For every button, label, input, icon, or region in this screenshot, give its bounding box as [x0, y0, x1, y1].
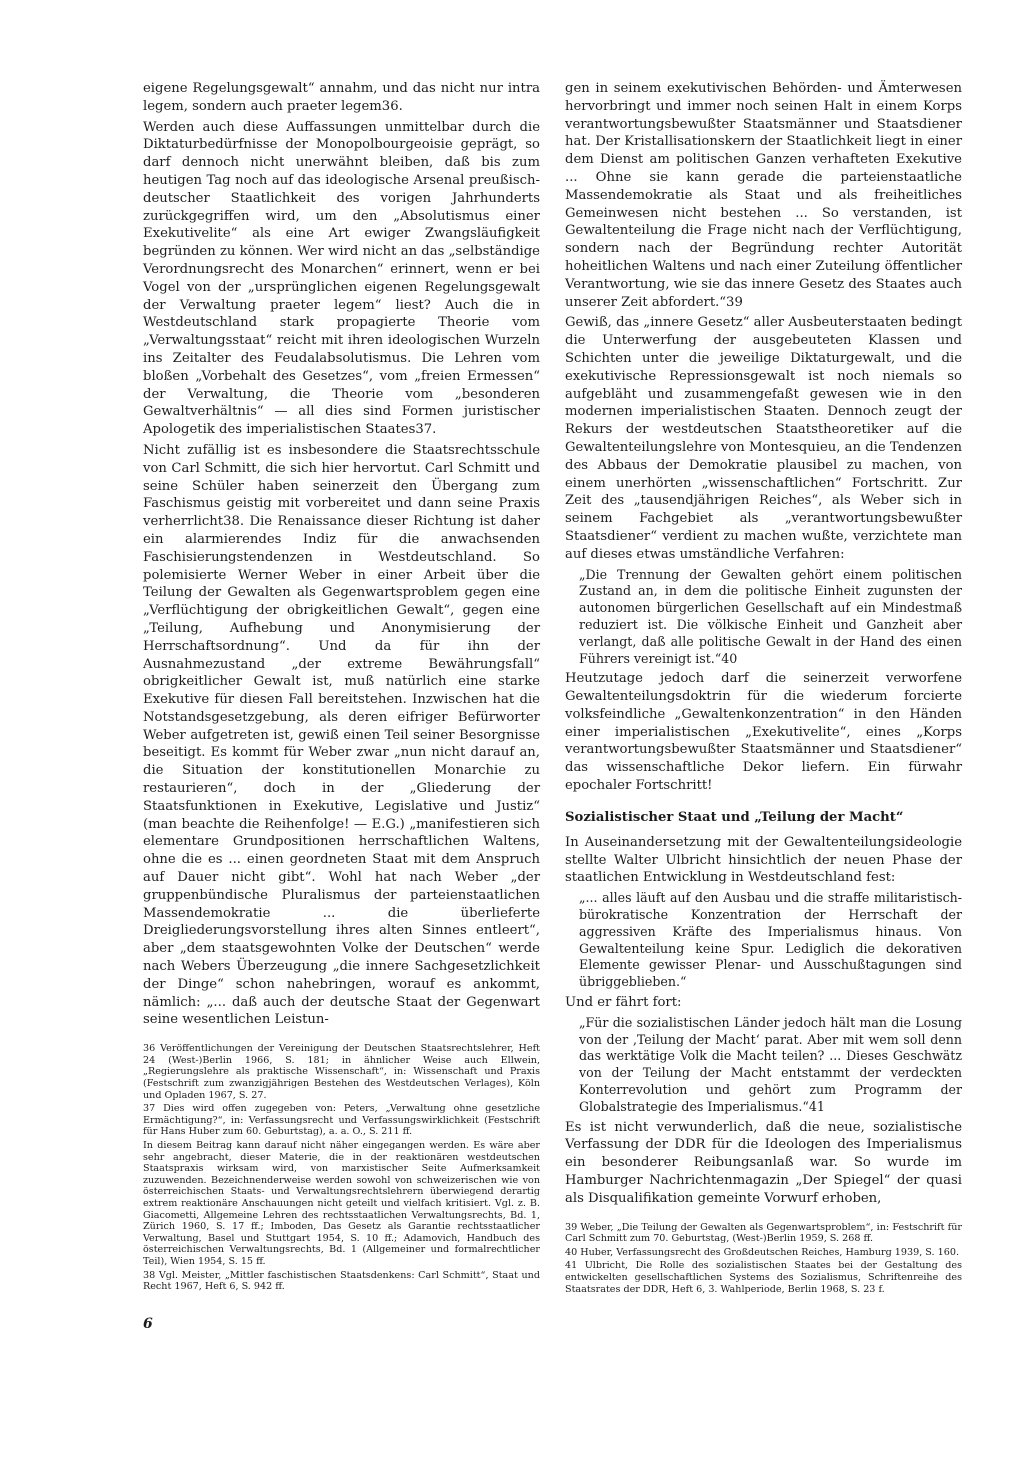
footnote: 40 Huber, Verfassungsrecht des Großdeutschen Reiches, Hamburg 1939, S. 160. [565, 1246, 959, 1258]
left-column [143, 80, 540, 1295]
footnote: 36 Veröffentlichungen der Vereinigung der Deutschen Staatsrechtslehrer, Heft 24 (West-)Berlin 1966, S. 181; in ähnlicher Weise auch Ellwein, „Regierungslehre als praktische Wissenschaft“, in: Wissenschaft und Praxis (Festschrift zum zwanzigjährigen Bestehen des Westdeutschen Verlages), Köln und Opladen 1967, S. 27. [143, 1043, 540, 1101]
footnote: In diesem Beitrag kann darauf nicht näher eingegangen werden. Es wäre aber sehr angebracht, dieser Materie, die in der reaktionären westdeutschen Staatspraxis wirksam wird, von marxistischer Seite Aufmerksamkeit zuzuwenden. Bezeichnenderweise werden sowohl von schweizerischen wie von österreichischen Staats- und Verwaltungsrechtslehrern überwiegend derartig extrem reaktionäre Anschauungen nicht geteilt und vielfach kritisiert. Vgl. z. B. Giacometti, Allgemeine Lehren des rechtsstaatlichen Verwaltungsrechts, Bd. 1, Zürich 1960, S. 17 ff.; Imboden, Das Gesetz als Garantie rechtsstaatlicher Verwaltung, Basel und Stuttgart 1954, S. 10 ff.; Adamovich, Handbuch des österreichischen Verwaltungsrechts, Bd. 1 (Allgemeiner und formalrechtlicher Teil), Wien 1954, S. 15 ff. [143, 1139, 540, 1267]
body-paragraph: In Auseinandersetzung mit der Gewaltenteilungsideologie stellte Walter Ulbricht hinsichtlich der neuen Phase der staatlichen Entwicklung in Westdeutschland fest: [565, 834, 962, 886]
body-paragraph: Heutzutage jedoch darf die seinerzeit verworfene Gewaltenteilungsdoktrin für die wiederum forcierte volksfeindliche „Gewaltenkonzentration“ in den Händen einer imperialistischen „Exekutivelite“, eines „Korps verantwortungsbewußter Staatsmänner und Staatsdiener“ das wissenschaftliche Dekor liefern. Ein fürwahr epochaler Fortschritt! [565, 671, 962, 794]
footnote: 37 Dies wird offen zugegeben von: Peters, „Verwaltung ohne gesetzliche Ermächtigung?“, in: Verfassungsrecht und Verfassungswirklichkeit (Festschrift für Hans Huber zum 60. Geburtstag), a. a. O., S. 211 ff. [143, 1103, 540, 1138]
block-quote: „Die Trennung der Gewalten gehört einem politischen Zustand an, in dem die politische Einheit zugunsten der autonomen bürgerlichen Gesellschaft auf ein Mindestmaß reduziert ist. Die völkische Einheit und Ganzheit aber verlangt, daß alle politische Gewalt in der Hand des einen Führers vereinigt ist.“40 [579, 566, 962, 666]
block-quote: „... alles läuft auf den Ausbau und die straffe militaristisch-bürokratische Konzentration der Herrschaft der aggressiven Kräfte des Imperialismus hinaus. Von Gewaltenteilung keine Spur. Lediglich die dekorativen Elemente gewisser Plenar- und Ausschußtagungen sind übriggeblieben.“ [579, 890, 962, 990]
section-heading: Sozialistischer Staat und „Teilung der Macht“ [565, 809, 904, 825]
right-column [565, 80, 962, 1297]
body-paragraph: Und er fährt fort: [565, 995, 682, 1011]
body-paragraph: Gewiß, das „innere Gesetz“ aller Ausbeuterstaaten bedingt die Unterwerfung der ausgebeuteten Klassen und Schichten unter die jeweilige Diktaturgewalt, und die exekutivische Repressionsgewalt ist noch niemals so aufgebläht und zusammengefaßt gewesen wie in den modernen imperialistischen Staaten. Dennoch zeugt der Rekurs der westdeutschen Staatstheoretiker auf die Gewaltenteilungslehre von Montesquieu, an die Tendenzen des Abbaus der Demokratie plausibel zu machen, von einem unerhörten „wissenschaftlichen“ Fortschritt. Zur Zeit des „tausendjährigen Reiches“, als Weber sich in seinem Fachgebiet als „verantwortungsbewußter Staatsdiener“ verdient zu machen wußte, verzichtete man auf dieses etwas umständliche Verfahren: [565, 315, 962, 562]
body-paragraph: Es ist nicht verwunderlich, daß die neue, sozialistische Verfassung der DDR für die Ideologen des Imperialismus ein besonderer Reibungsanlaß war. So wurde im Hamburger Nachrichtenmagazin „Der Spiegel“ der quasi als Disqualifikation gemeinte Vorwurf erhoben, [565, 1119, 962, 1206]
footnote: 41 Ulbricht, Die Rolle des sozialistischen Staates bei der Gestaltung des entwickelten gesellschaftlichen Systems des Sozialismus, Schriftenreihe des Staatsrates der DDR, Heft 6, 3. Wahlperiode, Berlin 1968, S. 23 f. [565, 1260, 962, 1295]
page-number: 6 [143, 1316, 153, 1332]
footnote: 39 Weber, „Die Teilung der Gewalten als Gegenwartsproblem“, in: Festschrift für Carl Schmitt zum 70. Geburtstag, (West-)Berlin 1959, S. 268 ff. [565, 1221, 962, 1245]
footnotes-left [143, 1043, 540, 1292]
body-paragraph: eigene Regelungsgewalt“ annahm, und das nicht nur intra legem, sondern auch praeter legem36. [143, 81, 540, 114]
body-paragraph: Werden auch diese Auffassungen unmittelbar durch die Diktaturbedürfnisse der Monopolbourgeoisie geprägt, so darf dennoch nicht unerwähnt bleiben, daß bis zum heutigen Tag noch auf das ideologische Arsenal preußisch-deutscher Staatlichkeit des vorigen Jahrhunderts zurückgegriffen wird, um den „Absolutismus einer Exekutivelite“ als eine Art ewiger Zwangsläufigkeit begründen zu können. Wer wird nicht an das „selbständige Verordnungsrecht des Monarchen“ erinnert, wenn er bei Vogel von der „ursprünglichen eigenen Regelungsgewalt der Verwaltung praeter legem“ liest? Auch die in Westdeutschland stark propagierte Theorie vom „Verwaltungsstaat“ reicht mit ihren ideologischen Wurzeln ins Zeitalter des Feudalabsolutismus. Die Lehren vom bloßen „Vorbehalt des Gesetzes“, vom „freien Ermessen“ der Verwaltung, die Theorie vom „besonderen Gewaltverhältnis“ — all dies sind Formen juristischer Apologetik des imperialistischen Staates37. [143, 119, 540, 438]
body-paragraph: gen in seinem exekutivischen Behörden- und Ämterwesen hervorbringt und immer noch seinen Halt in einem Korps verantwortungsbewußter Staatsmänner und Staatsdiener hat. Der Kristallisationskern der Staatlichkeit liegt in einer dem Dienst am politischen Ganzen verhafteten Exekutive ... Ohne sie kann gerade die parteienstaatliche Massendemokratie als Staat und als freiheitliches Gemeinwesen nicht bestehen ... So verstanden, ist Gewaltenteilung die Frage nicht nach der Verflüchtigung, sondern nach der Begründung rechter Autorität hoheitlichen Waltens und nach einer Zuteilung öffentlicher Verantwortung, wie sie das innere Gesetz des Staates auch unserer Zeit abfordert.“39 [565, 81, 962, 310]
footnote: 38 Vgl. Meister, „Mittler faschistischen Staatsdenkens: Carl Schmitt“, Staat und Recht 1967, Heft 6, S. 942 ff. [143, 1269, 540, 1293]
block-quote: „Für die sozialistischen Länder jedoch hält man die Losung von der ‚Teilung der Macht‘ parat. Aber mit wem soll denn das werktätige Volk die Macht teilen? ... Dieses Geschwätz von der Teilung der Macht entstammt der verdeckten Konterrevolution und gehört zum Programm der Globalstrategie des Imperialismus.“41 [579, 1014, 962, 1114]
footnotes-right [565, 1222, 962, 1296]
body-paragraph: Nicht zufällig ist es insbesondere die Staatsrechtsschule von Carl Schmitt, die sich hier hervortut. Carl Schmitt und seine Schüler haben seinerzeit den Übergang zum Faschismus geistig mit vorbereitet und dann seine Praxis verherrlicht38. Die Renaissance dieser Richtung ist daher ein alarmierendes Indiz für die anwachsenden Faschisierungstendenzen in Westdeutschland. So polemisierte Werner Weber in einer Arbeit über die Teilung der Gewalten als Gegenwartsproblem gegen eine „Verflüchtigung der obrigkeitlichen Gewalt“, gegen eine „Teilung, Aufhebung und Anonymisierung der Herrschaftsordnung“. Und da für ihn der Ausnahmezustand „der extreme Bewährungsfall“ obrigkeitlicher Gewalt ist, muß natürlich eine starke Exekutive für diesen Fall bereitstehen. Inzwischen hat die Notstandsgesetzgebung, als deren eifriger Befürworter Weber aufgetreten ist, gewiß einen Teil seiner Besorgnisse beseitigt. Es kommt für Weber zwar „nun nicht darauf an, die Situation der konstitutionellen Monarchie zu restaurieren“, doch in der „Gliederung der Staatsfunktionen in Exekutive, Legislative und Justiz“ (man beachte die Reihenfolge! — E.G.) „manifestieren sich elementare Grundpositionen herrschaftlichen Waltens, ohne die es ... einen geordneten Staat mit dem Anspruch auf Dauer nicht gibt“. Wohl hat nach Weber „der gruppenbündische Pluralismus der parteienstaatlichen Massendemokratie ... die überlieferte Dreigliederungsvorstellung ihres alten Sinnes entleert“, aber „dem staatsgewohnten Volke der Deutschen“ werde nach Webers Überzeugung „die innere Sachgesetzlichkeit der Dinge“ schon nahebringen, worauf es ankommt, nämlich: „... daß auch der deutsche Staat der Gegenwart seine wesentlichen Leistun- [143, 442, 540, 1028]
